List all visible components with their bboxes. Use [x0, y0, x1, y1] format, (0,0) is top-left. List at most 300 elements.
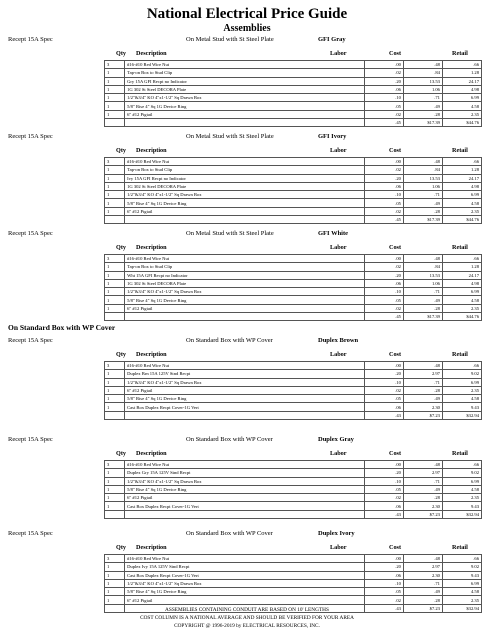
assembly-table	[104, 157, 482, 224]
retail-cell: 6.99	[442, 477, 481, 485]
table-row	[105, 579, 482, 587]
description-cell: Tap-on Box to Stud Clip	[125, 166, 365, 174]
labor-header: Labor	[330, 450, 347, 457]
labor-cell: .02	[364, 207, 403, 215]
cost-cell: .48	[403, 255, 442, 263]
total-labor-cell: .43	[364, 604, 403, 612]
table-header	[0, 49, 494, 59]
retail-cell: .66	[442, 362, 481, 370]
description-header: Description	[136, 351, 167, 358]
cost-cell: 2.97	[403, 563, 442, 571]
description-cell: 1/2"&3/4" KO 4"x1-1/2" Sq Drawn Box	[125, 378, 365, 386]
retail-cell: 4.58	[442, 102, 481, 110]
table-row	[105, 395, 482, 403]
total-retail-cell: $44.76	[442, 313, 481, 321]
qty-cell: 1	[105, 288, 125, 296]
cost-cell: 13.53	[403, 174, 442, 182]
description-cell: 6" #12 Pigtail	[125, 494, 365, 502]
total-retail-cell: $32.94	[442, 510, 481, 518]
labor-cell: .05	[364, 395, 403, 403]
total-blank-cell	[125, 411, 365, 419]
labor-cell: .06	[364, 279, 403, 287]
description-cell: Cast Box Duplex Recpt Cover-1G Vert	[125, 403, 365, 411]
cost-cell: .84	[403, 69, 442, 77]
qty-cell: 1	[105, 296, 125, 304]
description-cell: Duplex Ivy 15A 125V Stnd Recpt	[125, 563, 365, 571]
table-row	[105, 263, 482, 271]
description-cell: 6" #12 Pigtail	[125, 110, 365, 118]
labor-cell: .10	[364, 477, 403, 485]
cost-cell: .49	[403, 588, 442, 596]
retail-cell: 9.02	[442, 563, 481, 571]
table-row	[105, 182, 482, 190]
description-cell: 1/2"&3/4" KO 4"x1-1/2" Sq Drawn Box	[125, 288, 365, 296]
spec-name: Recept 15A Spec	[8, 337, 53, 344]
description-cell: #16-#10 Red Wire Nut	[125, 555, 365, 563]
table-row	[105, 596, 482, 604]
retail-cell: .66	[442, 461, 481, 469]
cost-cell: .28	[403, 494, 442, 502]
retail-header: Retail	[452, 147, 468, 154]
qty-cell: 3	[105, 158, 125, 166]
labor-cell: .05	[364, 588, 403, 596]
labor-cell: .02	[364, 386, 403, 394]
table-row	[105, 362, 482, 370]
labor-cell: .10	[364, 191, 403, 199]
retail-cell: 1.28	[442, 69, 481, 77]
description-header: Description	[136, 450, 167, 457]
retail-cell: .66	[442, 61, 481, 69]
table-row	[105, 563, 482, 571]
spec-mount: On Standard Box with WP Cover	[186, 337, 273, 344]
spec-line	[0, 230, 494, 240]
total-cost-cell: $7.23	[403, 510, 442, 518]
total-blank-cell	[105, 119, 125, 127]
total-blank-cell	[105, 313, 125, 321]
retail-cell: 9.43	[442, 403, 481, 411]
qty-cell: 3	[105, 555, 125, 563]
description-cell: 1/2"&3/4" KO 4"x1-1/2" Sq Drawn Box	[125, 579, 365, 587]
cost-cell: 2.30	[403, 502, 442, 510]
qty-cell: 1	[105, 182, 125, 190]
spec-variant: GFI Gray	[318, 36, 346, 43]
description-cell: #16-#10 Red Wire Nut	[125, 61, 365, 69]
labor-cell: .20	[364, 77, 403, 85]
retail-cell: .66	[442, 158, 481, 166]
retail-cell: 9.43	[442, 571, 481, 579]
total-row	[105, 119, 482, 127]
qty-cell: 3	[105, 61, 125, 69]
description-cell: 5/8" Rise 4" Sq 1G Device Ring	[125, 199, 365, 207]
labor-cell: .02	[364, 494, 403, 502]
page-title: National Electrical Price Guide	[146, 6, 348, 22]
cost-cell: .71	[403, 191, 442, 199]
description-header: Description	[136, 50, 167, 57]
qty-cell: 1	[105, 469, 125, 477]
retail-cell: 4.58	[442, 485, 481, 493]
qty-cell: 1	[105, 304, 125, 312]
labor-cell: .20	[364, 271, 403, 279]
qty-header: Qty	[116, 50, 126, 57]
table-row	[105, 477, 482, 485]
labor-header: Labor	[330, 147, 347, 154]
qty-cell: 1	[105, 102, 125, 110]
table-row	[105, 102, 482, 110]
cost-cell: 1.06	[403, 279, 442, 287]
cost-header: Cost	[389, 50, 402, 57]
qty-cell: 1	[105, 279, 125, 287]
retail-cell: .66	[442, 255, 481, 263]
retail-cell: 4.98	[442, 182, 481, 190]
cost-cell: 2.30	[403, 571, 442, 579]
cost-cell: .48	[403, 555, 442, 563]
labor-cell: .02	[364, 263, 403, 271]
description-cell: Duplex Brn 15A 125V Stnd Recpt	[125, 370, 365, 378]
table-row	[105, 77, 482, 85]
description-cell: #16-#10 Red Wire Nut	[125, 158, 365, 166]
retail-cell: 4.58	[442, 296, 481, 304]
qty-cell: 1	[105, 85, 125, 93]
description-cell: 6" #12 Pigtail	[125, 386, 365, 394]
table-row	[105, 94, 482, 102]
description-cell: 5/8" Rise 4" Sq 1G Device Ring	[125, 296, 365, 304]
cost-cell: .48	[403, 158, 442, 166]
cost-header: Cost	[389, 450, 402, 457]
description-cell: Wht 15A GFI Recpt no Indicator	[125, 271, 365, 279]
qty-cell: 1	[105, 485, 125, 493]
qty-cell: 1	[105, 502, 125, 510]
description-cell: #16-#10 Red Wire Nut	[125, 461, 365, 469]
table-row	[105, 571, 482, 579]
qty-cell: 1	[105, 207, 125, 215]
retail-cell: 2.35	[442, 494, 481, 502]
labor-cell: .02	[364, 69, 403, 77]
retail-cell: 9.43	[442, 502, 481, 510]
cost-cell: 1.06	[403, 182, 442, 190]
description-cell: Ivy 15A GFI Recpt no Indicator	[125, 174, 365, 182]
qty-cell: 1	[105, 370, 125, 378]
qty-cell: 3	[105, 255, 125, 263]
cost-cell: .84	[403, 166, 442, 174]
description-cell: #16-#10 Red Wire Nut	[125, 255, 365, 263]
labor-cell: .02	[364, 166, 403, 174]
qty-cell: 1	[105, 263, 125, 271]
qty-cell: 3	[105, 461, 125, 469]
cost-header: Cost	[389, 544, 402, 551]
cost-cell: 2.30	[403, 403, 442, 411]
retail-cell: 4.98	[442, 85, 481, 93]
cost-cell: .48	[403, 61, 442, 69]
table-row	[105, 199, 482, 207]
qty-cell: 1	[105, 271, 125, 279]
table-row	[105, 494, 482, 502]
retail-cell: .66	[442, 555, 481, 563]
table-row	[105, 61, 482, 69]
table-row	[105, 85, 482, 93]
table-row	[105, 174, 482, 182]
labor-cell: .02	[364, 304, 403, 312]
retail-header: Retail	[452, 50, 468, 57]
total-cost-cell: $7.23	[403, 411, 442, 419]
table-row	[105, 588, 482, 596]
description-cell: 6" #12 Pigtail	[125, 596, 365, 604]
qty-cell: 1	[105, 579, 125, 587]
qty-cell: 1	[105, 596, 125, 604]
description-cell: 6" #12 Pigtail	[125, 207, 365, 215]
total-row	[105, 216, 482, 224]
assembly-table	[104, 254, 482, 321]
labor-cell: .06	[364, 85, 403, 93]
qty-cell: 1	[105, 395, 125, 403]
retail-cell: 9.02	[442, 370, 481, 378]
retail-cell: 2.35	[442, 386, 481, 394]
labor-cell: .06	[364, 182, 403, 190]
labor-cell: .00	[364, 555, 403, 563]
labor-cell: .00	[364, 158, 403, 166]
retail-header: Retail	[452, 450, 468, 457]
spec-name: Recept 15A Spec	[8, 133, 53, 140]
retail-cell: 24.17	[442, 174, 481, 182]
table-row	[105, 255, 482, 263]
labor-cell: .05	[364, 296, 403, 304]
description-cell: 5/8" Rise 4" Sq 1G Device Ring	[125, 395, 365, 403]
cost-cell: .49	[403, 199, 442, 207]
cost-cell: .28	[403, 304, 442, 312]
spec-mount: On Metal Stud with St Steel Plate	[186, 230, 274, 237]
labor-cell: .10	[364, 288, 403, 296]
qty-header: Qty	[116, 351, 126, 358]
labor-cell: .02	[364, 110, 403, 118]
description-cell: Cast Box Duplex Recpt Cover-1G Vert	[125, 502, 365, 510]
table-row	[105, 166, 482, 174]
qty-header: Qty	[116, 244, 126, 251]
footer-line-2: COST COLUMN IS A NATIONAL AVERAGE AND SHOULD BE VERIFIED FOR YOUR AREA	[140, 615, 354, 621]
description-cell: Tap-on Box to Stud Clip	[125, 69, 365, 77]
description-cell: 1G 302 St Steel DECORA Plate	[125, 182, 365, 190]
table-row	[105, 461, 482, 469]
labor-cell: .00	[364, 255, 403, 263]
qty-cell: 1	[105, 588, 125, 596]
table-row	[105, 403, 482, 411]
qty-cell: 1	[105, 571, 125, 579]
labor-cell: .00	[364, 461, 403, 469]
labor-cell: .20	[364, 174, 403, 182]
table-row	[105, 271, 482, 279]
qty-cell: 1	[105, 199, 125, 207]
retail-cell: 2.35	[442, 304, 481, 312]
spec-line	[0, 337, 494, 347]
spec-line	[0, 436, 494, 446]
description-header: Description	[136, 244, 167, 251]
retail-cell: 9.02	[442, 469, 481, 477]
labor-header: Labor	[330, 244, 347, 251]
labor-cell: .06	[364, 403, 403, 411]
retail-cell: 6.99	[442, 288, 481, 296]
labor-cell: .06	[364, 502, 403, 510]
labor-cell: .00	[364, 61, 403, 69]
cost-cell: .71	[403, 477, 442, 485]
spec-mount: On Metal Stud with St Steel Plate	[186, 36, 274, 43]
cost-cell: 2.97	[403, 370, 442, 378]
spec-line	[0, 530, 494, 540]
cost-cell: .84	[403, 263, 442, 271]
qty-cell: 1	[105, 166, 125, 174]
labor-header: Labor	[330, 351, 347, 358]
total-labor-cell: .43	[364, 411, 403, 419]
cost-header: Cost	[389, 147, 402, 154]
qty-cell: 1	[105, 191, 125, 199]
table-header	[0, 146, 494, 156]
table-row	[105, 502, 482, 510]
table-row	[105, 296, 482, 304]
total-labor-cell: .45	[364, 313, 403, 321]
cost-cell: .71	[403, 579, 442, 587]
retail-header: Retail	[452, 351, 468, 358]
description-cell: Tap-on Box to Stud Clip	[125, 263, 365, 271]
qty-cell: 1	[105, 174, 125, 182]
retail-cell: 24.17	[442, 271, 481, 279]
cost-cell: 2.97	[403, 469, 442, 477]
spec-variant: GFI White	[318, 230, 349, 237]
qty-cell: 1	[105, 378, 125, 386]
qty-header: Qty	[116, 544, 126, 551]
table-row	[105, 555, 482, 563]
labor-cell: .20	[364, 563, 403, 571]
cost-cell: .48	[403, 461, 442, 469]
cost-cell: .28	[403, 386, 442, 394]
total-cost-cell: $17.39	[403, 216, 442, 224]
table-row	[105, 69, 482, 77]
total-labor-cell: .45	[364, 119, 403, 127]
cost-cell: .28	[403, 110, 442, 118]
assembly-table	[104, 361, 482, 420]
labor-cell: .10	[364, 378, 403, 386]
total-blank-cell	[125, 119, 365, 127]
cost-header: Cost	[389, 351, 402, 358]
page-subtitle: Assemblies	[223, 23, 271, 34]
spec-variant: Duplex Brown	[318, 337, 359, 344]
table-row	[105, 386, 482, 394]
total-labor-cell: .43	[364, 510, 403, 518]
description-header: Description	[136, 544, 167, 551]
qty-cell: 1	[105, 403, 125, 411]
total-row	[105, 411, 482, 419]
cost-cell: .71	[403, 378, 442, 386]
total-blank-cell	[125, 313, 365, 321]
total-cost-cell: $17.39	[403, 313, 442, 321]
spec-name: Recept 15A Spec	[8, 36, 53, 43]
total-cost-cell: $17.39	[403, 119, 442, 127]
labor-cell: .10	[364, 579, 403, 587]
spec-variant: Duplex Ivory	[318, 530, 355, 537]
footer-line-1: ASSEMBLIES CONTAINING CONDUIT ARE BASED ON 10' LENGTHS	[165, 607, 329, 613]
retail-header: Retail	[452, 244, 468, 251]
retail-cell: 24.17	[442, 77, 481, 85]
spec-variant: Duplex Gray	[318, 436, 354, 443]
description-cell: 5/8" Rise 4" Sq 1G Device Ring	[125, 102, 365, 110]
cost-cell: .49	[403, 102, 442, 110]
retail-cell: 2.35	[442, 110, 481, 118]
description-cell: Gry 15A GFI Recpt no Indicator	[125, 77, 365, 85]
description-cell: #16-#10 Red Wire Nut	[125, 362, 365, 370]
spec-line	[0, 133, 494, 143]
retail-cell: 1.28	[442, 166, 481, 174]
description-cell: 5/8" Rise 4" Sq 1G Device Ring	[125, 588, 365, 596]
retail-cell: 6.99	[442, 191, 481, 199]
table-header	[0, 350, 494, 360]
labor-cell: .20	[364, 370, 403, 378]
total-retail-cell: $44.76	[442, 216, 481, 224]
table-row	[105, 279, 482, 287]
description-cell: 1G 302 St Steel DECORA Plate	[125, 279, 365, 287]
description-cell: 5/8" Rise 4" Sq 1G Device Ring	[125, 485, 365, 493]
labor-cell: .00	[364, 362, 403, 370]
cost-cell: .49	[403, 485, 442, 493]
table-row	[105, 378, 482, 386]
retail-cell: 2.35	[442, 207, 481, 215]
retail-header: Retail	[452, 544, 468, 551]
description-cell: 1/2"&3/4" KO 4"x1-1/2" Sq Drawn Box	[125, 94, 365, 102]
description-cell: 1/2"&3/4" KO 4"x1-1/2" Sq Drawn Box	[125, 191, 365, 199]
total-row	[105, 510, 482, 518]
spec-name: Recept 15A Spec	[8, 230, 53, 237]
total-blank-cell	[105, 510, 125, 518]
table-header	[0, 449, 494, 459]
total-retail-cell: $32.94	[442, 604, 481, 612]
total-blank-cell	[105, 411, 125, 419]
qty-cell: 1	[105, 94, 125, 102]
table-row	[105, 370, 482, 378]
qty-cell: 1	[105, 477, 125, 485]
retail-cell: 4.58	[442, 395, 481, 403]
description-cell: 1G 302 St Steel DECORA Plate	[125, 85, 365, 93]
qty-header: Qty	[116, 450, 126, 457]
retail-cell: 6.99	[442, 579, 481, 587]
labor-cell: .05	[364, 102, 403, 110]
description-header: Description	[136, 147, 167, 154]
assembly-table	[104, 554, 482, 613]
qty-header: Qty	[116, 147, 126, 154]
cost-cell: 13.53	[403, 77, 442, 85]
qty-cell: 1	[105, 386, 125, 394]
qty-cell: 1	[105, 563, 125, 571]
spec-mount: On Standard Box with WP Cover	[186, 436, 273, 443]
qty-cell: 1	[105, 69, 125, 77]
table-row	[105, 110, 482, 118]
spec-name: Recept 15A Spec	[8, 530, 53, 537]
assembly-table	[104, 60, 482, 127]
retail-cell: 6.99	[442, 378, 481, 386]
retail-cell: 1.28	[442, 263, 481, 271]
spec-mount: On Metal Stud with St Steel Plate	[186, 133, 274, 140]
retail-cell: 2.35	[442, 596, 481, 604]
labor-cell: .10	[364, 94, 403, 102]
cost-cell: .71	[403, 94, 442, 102]
total-retail-cell: $32.94	[442, 411, 481, 419]
retail-cell: 4.98	[442, 279, 481, 287]
cost-cell: .71	[403, 288, 442, 296]
qty-cell: 1	[105, 110, 125, 118]
cost-cell: 13.53	[403, 271, 442, 279]
description-cell: Cast Box Duplex Recpt Cover-1G Vert	[125, 571, 365, 579]
cost-cell: .49	[403, 395, 442, 403]
cost-cell: .48	[403, 362, 442, 370]
assembly-table	[104, 460, 482, 519]
description-cell: Duplex Gry 15A 125V Stnd Recpt	[125, 469, 365, 477]
spec-mount: On Standard Box with WP Cover	[186, 530, 273, 537]
cost-cell: .28	[403, 596, 442, 604]
table-header	[0, 243, 494, 253]
